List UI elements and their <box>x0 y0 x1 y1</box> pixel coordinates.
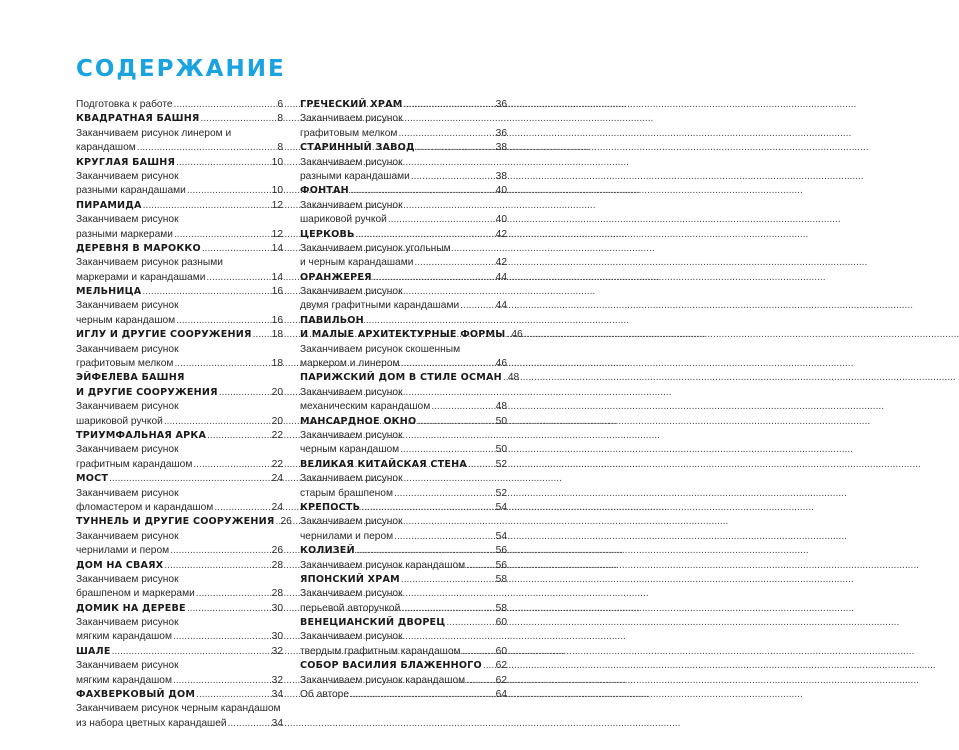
toc-subentry[interactable] <box>300 242 507 271</box>
toc-entry-text: разными маркерами <box>76 228 173 240</box>
dot-leader <box>350 688 495 702</box>
toc-entry-text: шариковой ручкой <box>76 415 163 427</box>
page-number: 40 <box>495 214 507 226</box>
toc-section-heading[interactable] <box>76 156 283 170</box>
page-number: 26 <box>280 516 292 528</box>
page-number: 24 <box>271 473 283 485</box>
toc-entry-text: мягким карандашом <box>76 631 172 643</box>
toc-section-heading[interactable] <box>300 371 520 385</box>
dot-leader <box>401 357 495 371</box>
dot-leader <box>137 141 277 155</box>
toc-section-heading[interactable] <box>76 285 283 299</box>
dot-leader <box>193 458 270 472</box>
dot-leader <box>142 285 270 299</box>
dot-leader <box>394 487 495 501</box>
toc-entry-text: карандашом <box>76 142 136 154</box>
page-number: 42 <box>495 257 507 269</box>
toc-entry-text: Заканчиваем рисунок карандашом <box>300 559 466 571</box>
toc-entry-text: черным карандашом <box>300 444 400 456</box>
dot-leader <box>506 328 510 342</box>
toc-entry-text: разными карандашами <box>300 170 410 182</box>
page-number: 28 <box>271 588 283 600</box>
toc-subentry[interactable] <box>76 400 283 429</box>
dot-leader <box>174 228 271 242</box>
toc-entry-text: ТУННЕЛЬ И ДРУГИЕ СООРУЖЕНИЯ <box>76 516 275 528</box>
page-number: 54 <box>495 530 507 542</box>
dot-leader <box>401 573 495 587</box>
toc-entry-text: Заканчиваем рисунок черным карандашом <box>76 703 281 715</box>
page-number: 50 <box>495 415 507 427</box>
dot-leader <box>164 415 271 429</box>
toc-subentry[interactable] <box>300 674 507 688</box>
dot-leader <box>174 98 277 112</box>
dot-leader <box>401 602 494 616</box>
dot-leader <box>253 328 271 342</box>
toc-section-heading[interactable] <box>300 228 507 242</box>
toc-section-heading[interactable] <box>76 645 283 659</box>
page-number: 60 <box>495 617 507 629</box>
toc-entry-text: ПАВИЛЬОН <box>300 314 364 326</box>
toc-entry-text: Заканчиваем рисунок <box>300 386 403 398</box>
page-number: 26 <box>271 545 283 557</box>
dot-leader <box>176 156 271 170</box>
page-number: 32 <box>271 674 283 686</box>
toc-entry-text: ВЕНЕЦИАНСКИЙ ДВОРЕЦ <box>300 617 446 629</box>
page-number: 24 <box>271 501 283 513</box>
dot-leader <box>414 256 494 270</box>
dot-leader <box>174 357 270 371</box>
toc-subentry[interactable] <box>300 688 507 702</box>
toc-subentry[interactable] <box>76 573 283 602</box>
page-number: 38 <box>495 142 507 154</box>
toc-subentry[interactable] <box>300 343 507 372</box>
toc-subentry[interactable] <box>76 487 283 516</box>
toc-entry-text: Заканчиваем рисунок <box>76 487 179 499</box>
toc-entry-text: КРЕПОСТЬ <box>300 501 361 513</box>
page-number: 20 <box>271 415 283 427</box>
toc-section-heading[interactable] <box>76 242 283 256</box>
toc-section-heading[interactable] <box>76 112 283 126</box>
page-number: 8 <box>277 113 283 125</box>
toc-entry-text: ИГЛУ И ДРУГИЕ СООРУЖЕНИЯ <box>76 329 252 341</box>
dot-leader <box>398 127 494 141</box>
toc-entry-text: Заканчиваем рисунок карандашом <box>300 674 466 686</box>
toc-subentry[interactable] <box>76 443 283 472</box>
toc-entry-text: Заканчиваем рисунок угольным <box>300 242 451 254</box>
toc-entry-text: ШАЛЕ <box>76 645 111 657</box>
page-number: 34 <box>271 717 283 729</box>
toc-section-heading[interactable] <box>76 688 283 702</box>
page-title: СОДЕРЖАНИЕ <box>76 56 286 82</box>
toc-entry-text: Заканчиваем рисунок <box>76 573 179 585</box>
toc-section-heading[interactable] <box>300 314 523 343</box>
dot-leader <box>373 271 495 285</box>
toc-entry-text: ДЕРЕВНЯ В МАРОККО <box>76 242 201 254</box>
page-number: 50 <box>495 444 507 456</box>
toc-entry-text: черным карандашом <box>76 314 176 326</box>
toc-entry-text: Заканчиваем рисунок <box>300 429 403 441</box>
dot-leader <box>207 429 271 443</box>
toc-entry-text: чернилами и пером <box>76 545 170 557</box>
dot-leader <box>462 645 495 659</box>
toc-subentry[interactable] <box>76 659 283 688</box>
dot-leader <box>468 458 495 472</box>
page-number: 20 <box>271 386 283 398</box>
dot-leader <box>460 299 494 313</box>
page-number: 30 <box>271 602 283 614</box>
page-number: 16 <box>271 286 283 298</box>
toc-entry-text: Заканчиваем рисунок <box>300 588 403 600</box>
page-number: 36 <box>495 99 507 110</box>
page-number: 48 <box>507 372 520 384</box>
page-number: 42 <box>495 228 507 240</box>
dot-leader <box>446 616 494 630</box>
toc-entry-text: КВАДРАТНАЯ БАШНЯ <box>76 113 200 125</box>
dot-leader <box>431 400 494 414</box>
toc-entry-text: брашпеном и маркерами <box>76 588 195 600</box>
toc-section-heading[interactable] <box>76 602 283 616</box>
page-number: 22 <box>271 429 283 441</box>
dot-leader <box>206 271 270 285</box>
toc-section-heading[interactable] <box>300 98 507 112</box>
page-number: 28 <box>271 559 283 571</box>
toc-subentry[interactable] <box>300 156 507 185</box>
dot-leader <box>196 688 271 702</box>
toc-entry-text: механическим карандашом <box>300 401 431 413</box>
toc-subentry[interactable] <box>76 299 283 328</box>
toc-entry-text: графитовым мелком <box>76 358 174 370</box>
toc-entry-text: Заканчиваем рисунок скошенным <box>300 343 461 355</box>
toc-entry-text: Заканчиваем рисунок разными <box>76 257 223 269</box>
toc-subentry[interactable] <box>76 127 283 156</box>
page-number: 32 <box>271 645 283 657</box>
toc-entry-text: Заканчиваем рисунок <box>300 199 403 211</box>
page-number: 46 <box>511 329 523 341</box>
page-number: 54 <box>495 501 507 513</box>
toc-column-left <box>76 98 292 731</box>
dot-leader <box>214 501 270 515</box>
toc-section-heading[interactable] <box>76 199 283 213</box>
dot-leader <box>196 587 271 601</box>
page-number: 12 <box>271 199 283 211</box>
toc-entry-text: разными карандашами <box>76 185 186 197</box>
dot-leader <box>275 515 279 529</box>
toc-entry-text: МАНСАРДНОЕ ОКНО <box>300 415 417 427</box>
page-number: 36 <box>495 127 507 139</box>
dot-leader <box>164 559 270 573</box>
toc-entry-text: двумя графитными карандашами <box>300 300 460 312</box>
dot-leader <box>143 199 271 213</box>
page-number: 62 <box>495 674 507 686</box>
toc-entry-text: Заканчиваем рисунок линером и <box>76 127 232 139</box>
toc-entry-text: ДОМИК НА ДЕРЕВЕ <box>76 602 186 614</box>
toc-subentry[interactable] <box>76 343 283 372</box>
dot-leader <box>361 501 495 515</box>
toc-section-heading[interactable] <box>300 271 507 285</box>
toc-section-heading[interactable] <box>76 328 283 342</box>
toc-entry-text: Заканчиваем рисунок <box>76 401 179 413</box>
toc-subentry[interactable] <box>76 98 283 112</box>
toc-subentry[interactable] <box>76 702 283 731</box>
toc-entry-text: ОРАНЖЕРЕЯ <box>300 271 372 283</box>
toc-entry-text: мягким карандашом <box>76 674 172 686</box>
toc-entry-text: Заканчиваем рисунок <box>300 473 403 485</box>
toc-entry-text: ЭЙФЕЛЕВА БАШНЯ <box>76 372 185 384</box>
toc-section-heading[interactable] <box>300 659 507 673</box>
page-number: 64 <box>495 689 507 701</box>
page-number: 58 <box>495 602 507 614</box>
toc-entry-text: ПАРИЖСКИЙ ДОМ В СТИЛЕ ОСМАН <box>300 372 502 384</box>
dot-leader <box>356 228 495 242</box>
toc-entry-text: Заканчиваем рисунок <box>76 617 179 629</box>
toc-subentry[interactable] <box>300 386 507 415</box>
dot-leader <box>112 645 271 659</box>
toc-entry-text: из набора цветных карандашей <box>76 717 227 729</box>
toc-entry-text: Заканчиваем рисунок <box>300 286 403 298</box>
dot-leader <box>187 602 271 616</box>
toc-entry-text: ФОНТАН <box>300 185 349 197</box>
page-number: 44 <box>495 300 507 312</box>
toc-entry-text: и черным карандашами <box>300 257 414 269</box>
toc-section-heading[interactable] <box>300 184 507 198</box>
toc-entry-text: маркером и линером <box>300 358 400 370</box>
toc-entry-text: графитным карандашом <box>76 458 193 470</box>
toc-entry-text: МЕЛЬНИЦА <box>76 286 142 298</box>
toc-entry-text: КОЛИЗЕЙ <box>300 545 355 557</box>
dot-leader <box>176 314 270 328</box>
page-number: 6 <box>277 99 283 110</box>
toc-entry-text: Заканчиваем рисунок <box>300 516 403 528</box>
page-number: 56 <box>495 559 507 571</box>
toc-entry-text: Заканчиваем рисунок <box>300 113 403 125</box>
page-number: 30 <box>271 631 283 643</box>
page-number: 10 <box>271 185 283 197</box>
dot-leader <box>350 184 495 198</box>
toc-entry-text: ДОМ НА СВАЯХ <box>76 559 164 571</box>
dot-leader <box>411 170 495 184</box>
toc-entry-text: Заканчиваем рисунок <box>76 343 179 355</box>
page-number: 18 <box>271 329 283 341</box>
dot-leader <box>466 559 495 573</box>
dot-leader <box>416 141 495 155</box>
toc-entry-text: перьевой авторучкой <box>300 602 401 614</box>
page-number: 10 <box>271 156 283 168</box>
toc-section-heading[interactable] <box>76 515 292 529</box>
toc-entry-text: Заканчиваем рисунок <box>76 530 179 542</box>
page-number: 44 <box>495 271 507 283</box>
dot-leader <box>170 544 271 558</box>
toc-entry-text: Заканчиваем рисунок <box>76 300 179 312</box>
page-number: 60 <box>495 645 507 657</box>
page-number: 12 <box>271 228 283 240</box>
dot-leader <box>228 717 271 731</box>
toc-subentry[interactable] <box>76 170 283 199</box>
toc-subentry[interactable] <box>300 559 507 573</box>
toc-entry-text: фломастером и карандашом <box>76 501 214 513</box>
toc-section-heading[interactable] <box>300 415 507 429</box>
toc-entry-text: ФАХВЕРКОВЫЙ ДОМ <box>76 689 196 701</box>
dot-leader <box>466 674 495 688</box>
toc-section-heading[interactable] <box>76 559 283 573</box>
toc-subentry[interactable] <box>76 213 283 242</box>
toc-entry-text: Заканчиваем рисунок <box>76 444 179 456</box>
toc-subentry[interactable] <box>76 616 283 645</box>
toc-subentry[interactable] <box>300 630 507 659</box>
toc-entry-text: Заканчиваем рисунок <box>300 156 403 168</box>
toc-subentry[interactable] <box>76 530 283 559</box>
toc-entry-text: И ДРУГИЕ СООРУЖЕНИЯ <box>76 386 218 398</box>
toc-entry-text: СТАРИННЫЙ ЗАВОД <box>300 142 415 154</box>
toc-entry-text: КРУГЛАЯ БАШНЯ <box>76 156 176 168</box>
toc-subentry[interactable] <box>300 285 507 314</box>
page-number: 22 <box>271 458 283 470</box>
dot-leader <box>109 472 271 486</box>
toc-section-heading[interactable] <box>300 616 507 630</box>
page-number: 52 <box>495 487 507 499</box>
dot-leader <box>219 386 271 400</box>
dot-leader <box>201 112 277 126</box>
toc-subentry[interactable] <box>300 199 507 228</box>
toc-entry-text: И МАЛЫЕ АРХИТЕКТУРНЫЕ ФОРМЫ <box>300 329 506 341</box>
toc-entry-text: МОСТ <box>76 473 109 485</box>
toc-entry-text: старым брашпеном <box>300 487 393 499</box>
toc-section-heading[interactable] <box>300 544 507 558</box>
toc-entry-text: Заканчиваем рисунок <box>300 631 403 643</box>
toc-subentry[interactable] <box>300 472 507 501</box>
dot-leader <box>187 184 271 198</box>
dot-leader <box>417 415 494 429</box>
dot-leader <box>173 674 271 688</box>
toc-entry-text: СОБОР ВАСИЛИЯ БЛАЖЕННОГО <box>300 660 482 672</box>
dot-leader <box>394 530 495 544</box>
dot-leader <box>483 659 495 673</box>
toc-section-heading[interactable] <box>76 472 283 486</box>
toc-entry-text: маркерами и карандашами <box>76 271 206 283</box>
page-number: 38 <box>495 170 507 182</box>
toc-section-heading[interactable] <box>300 501 507 515</box>
dot-leader <box>388 213 495 227</box>
page-number: 58 <box>495 573 507 585</box>
page-number: 40 <box>495 185 507 197</box>
toc-subentry[interactable] <box>300 515 507 544</box>
page-number: 62 <box>495 660 507 672</box>
page-number: 34 <box>271 689 283 701</box>
dot-leader <box>173 630 271 644</box>
toc-entry-text: ПИРАМИДА <box>76 199 142 211</box>
toc-entry-text: ВЕЛИКАЯ КИТАЙСКАЯ СТЕНА <box>300 458 467 470</box>
toc-entry-text: графитовым мелком <box>300 127 398 139</box>
toc-subentry[interactable] <box>300 587 507 616</box>
dot-leader <box>503 371 507 385</box>
toc-subentry[interactable] <box>300 112 507 141</box>
dot-leader <box>404 98 495 112</box>
toc-entry-text: твердым графитным карандашом <box>300 645 461 657</box>
dot-leader <box>400 443 494 457</box>
toc-subentry[interactable] <box>76 256 283 285</box>
dot-leader <box>202 242 271 256</box>
toc-section-heading[interactable] <box>76 429 283 443</box>
page-number: 16 <box>271 314 283 326</box>
page-number: 46 <box>495 358 507 370</box>
toc-entry-text: Заканчиваем рисунок <box>76 170 179 182</box>
toc-entry-text: шариковой ручкой <box>300 214 387 226</box>
toc-section-heading[interactable] <box>76 371 283 400</box>
toc-entry-text: Заканчиваем рисунок <box>76 214 179 226</box>
toc-entry-text: ГРЕЧЕСКИЙ ХРАМ <box>300 99 403 110</box>
toc-subentry[interactable] <box>300 429 507 458</box>
page-number: 56 <box>495 545 507 557</box>
toc-column-right <box>300 98 523 702</box>
toc-section-heading[interactable] <box>300 458 507 472</box>
page-number: 14 <box>271 242 283 254</box>
toc-entry-text: чернилами и пером <box>300 530 394 542</box>
page-number: 52 <box>495 458 507 470</box>
dot-leader <box>356 544 495 558</box>
page-number: 8 <box>277 142 283 154</box>
page-number: 14 <box>271 271 283 283</box>
page-number: 48 <box>495 401 507 413</box>
toc-entry-text: Об авторе <box>300 689 349 701</box>
toc-entry-text: ЦЕРКОВЬ <box>300 228 355 240</box>
toc-section-heading[interactable] <box>300 573 507 587</box>
toc-section-heading[interactable] <box>300 141 507 155</box>
toc-entry-text: Заканчиваем рисунок <box>76 660 179 672</box>
toc-entry-text: Подготовка к работе <box>76 99 173 110</box>
toc-entry-text: ТРИУМФАЛЬНАЯ АРКА <box>76 429 207 441</box>
page-number: 18 <box>271 358 283 370</box>
toc-entry-text: ЯПОНСКИЙ ХРАМ <box>300 573 400 585</box>
